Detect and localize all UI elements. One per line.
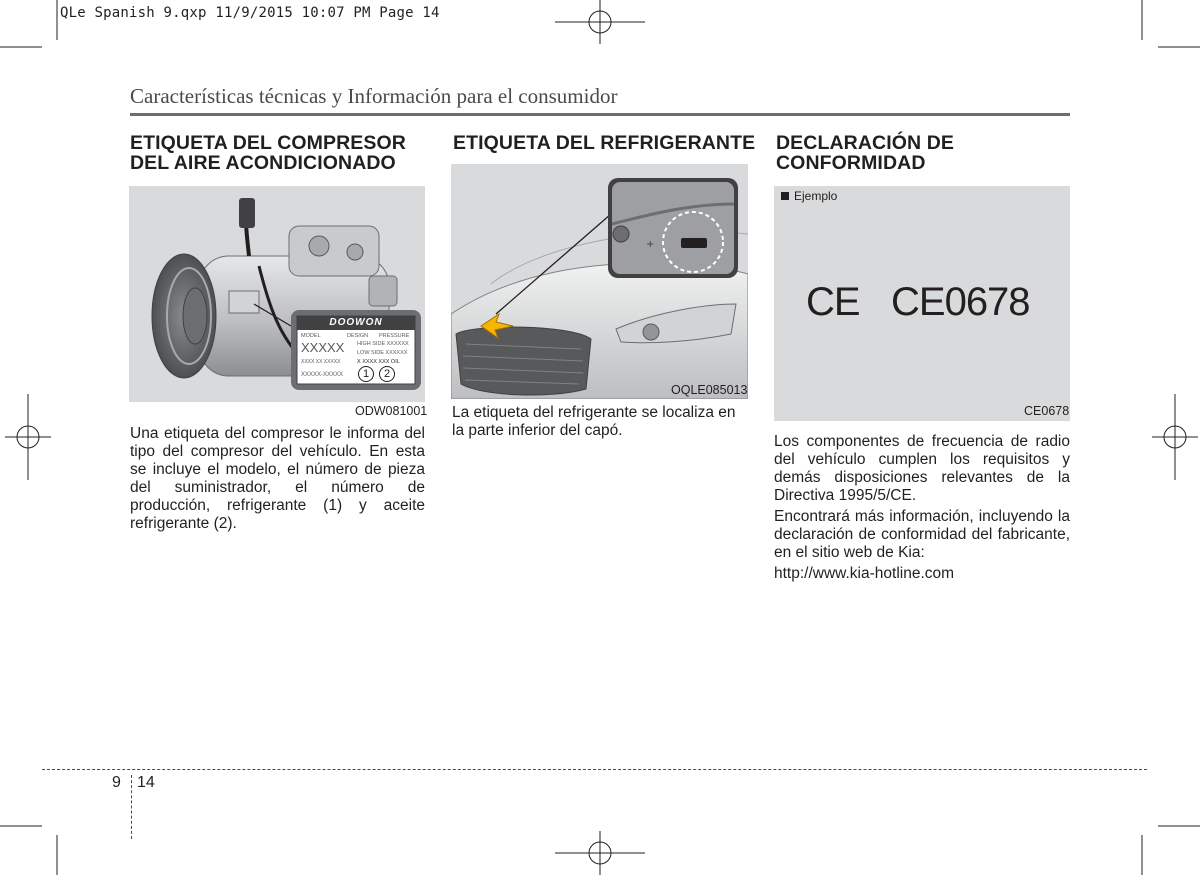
- label-small-code: XXXX XX XXXXX: [301, 359, 341, 365]
- car-hood-illustration: [451, 164, 748, 399]
- square-bullet-icon: [781, 192, 789, 200]
- footer-rule: [42, 769, 1147, 770]
- registration-mark-right: [1152, 394, 1198, 480]
- compressor-label-heading: [130, 133, 406, 173]
- chapter-number: 9: [112, 774, 121, 791]
- figure-code: CE0678: [1024, 404, 1070, 418]
- registration-mark-bottom: [555, 831, 645, 875]
- example-label: Ejemplo: [794, 189, 838, 203]
- label-low-side: LOW SIDE XXXXXX: [357, 350, 408, 356]
- label-brand: DOOWON: [329, 317, 383, 328]
- body-paragraph: Una etiqueta del compresor le informa del tipo del compresor del vehículo. En esta se incluye el modelo, el número de pieza del suministrador, el número de producción, refrigerante (1) y aceite refrigerante (2).: [130, 425, 425, 532]
- compressor-figure: [129, 186, 425, 402]
- registration-mark-left: [5, 394, 51, 480]
- body-paragraph: Los componentes de frecuencia de radio del vehículo cumplen los requisitos y demás disposiciones relevantes de la Directiva 1995/5/CE.: [774, 433, 1070, 504]
- ce-mark: CE: [806, 280, 860, 324]
- ce-mark-with-number: CE0678: [891, 280, 1030, 324]
- refrigerant-figure: [451, 164, 748, 399]
- body-paragraph: La etiqueta del refrigerante se localiza en la parte inferior del capó.: [452, 404, 736, 439]
- compressor-label-text: [130, 425, 425, 533]
- heading-line: DECLARACIÓN DE: [776, 132, 954, 154]
- label-model-value: XXXXX: [301, 340, 345, 355]
- label-col-pressure: PRESSURE: [379, 333, 410, 339]
- example-badge: [781, 189, 837, 203]
- body-paragraph: Encontrará más información, incluyendo la declaración de conformidad del fabricante, en el sitio web de Kia:: [774, 508, 1070, 561]
- header-rule: [130, 113, 1070, 116]
- label-refrig-row: X XXXX XXX OIL: [357, 359, 400, 365]
- refrigerant-label-text: [452, 404, 750, 440]
- registration-mark-top: [555, 0, 645, 44]
- figure-code: ODW081001: [355, 404, 428, 418]
- refrigerant-label-heading: ETIQUETA DEL REFRIGERANTE: [453, 132, 756, 154]
- print-slug: QLe Spanish 9.qxp 11/9/2015 10:07 PM Page 14: [60, 5, 440, 21]
- conformity-text: [774, 433, 1070, 583]
- callout-2: 2: [379, 366, 395, 382]
- figure-code: OQLE085013: [671, 383, 748, 397]
- callout-1: 1: [358, 366, 374, 382]
- label-high-side: HIGH SIDE XXXXXX: [357, 341, 409, 347]
- svg-text:+: +: [646, 239, 655, 250]
- label-bottom-code: XXXXX-XXXXX: [301, 372, 344, 378]
- kia-website-url[interactable]: http://www.kia-hotline.com: [774, 565, 955, 582]
- heading-line: CONFORMIDAD: [776, 152, 926, 174]
- heading-line: DEL AIRE ACONDICIONADO: [130, 152, 396, 174]
- running-head: Características técnicas y Información para el consumidor: [130, 84, 618, 108]
- heading-line: ETIQUETA DEL COMPRESOR: [130, 132, 406, 154]
- page-number: 14: [137, 774, 155, 791]
- conformity-heading: [776, 133, 954, 173]
- page-number-separator: [131, 775, 132, 839]
- label-col-design: DESIGN: [347, 333, 369, 339]
- label-col-model: MODEL: [301, 333, 321, 339]
- ce-mark-figure: [774, 186, 1070, 421]
